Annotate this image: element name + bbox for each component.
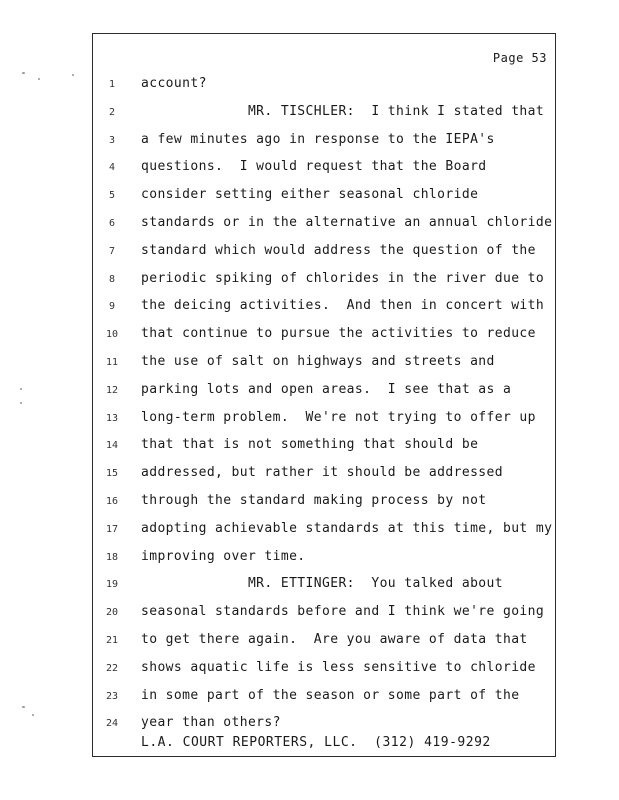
line-text: the deicing activities. And then in concert with xyxy=(141,298,545,314)
transcript-line xyxy=(93,382,555,402)
line-number: 5 xyxy=(108,190,116,202)
scan-speck xyxy=(20,402,22,404)
transcript-line xyxy=(93,354,555,374)
line-text: the use of salt on highways and streets and xyxy=(141,354,495,369)
line-text: through the standard making process by not xyxy=(141,493,487,508)
line-text: periodic spiking of chlorides in the river due to xyxy=(141,270,545,286)
line-text: parking lots and open areas. I see that as a xyxy=(141,381,512,397)
line-text: a few minutes ago in response to the IEPA's xyxy=(141,131,495,147)
transcript-line xyxy=(93,326,555,346)
transcript-line xyxy=(93,215,555,235)
transcript-line xyxy=(93,604,555,624)
line-text: that that is not something that should be xyxy=(141,437,479,453)
line-text: addressed, but rather it should be addressed xyxy=(141,465,503,481)
line-number: 6 xyxy=(108,218,116,229)
transcript-line xyxy=(93,298,555,318)
line-number: 3 xyxy=(108,134,116,146)
line-number: 23 xyxy=(105,690,119,702)
line-number: 24 xyxy=(105,718,119,730)
line-number: 12 xyxy=(105,384,119,396)
line-number: 20 xyxy=(105,607,119,619)
line-text: year than others? xyxy=(141,715,281,731)
line-text: shows aquatic life is less sensitive to chloride xyxy=(141,659,536,675)
scan-speck xyxy=(22,706,25,708)
transcript-line xyxy=(93,187,555,207)
line-number: 18 xyxy=(105,551,119,563)
scan-speck xyxy=(32,714,34,716)
transcript-line xyxy=(93,76,555,96)
line-text: standard which would address the question of the xyxy=(141,242,536,258)
transcript-line xyxy=(93,271,555,291)
line-text: account? xyxy=(141,76,207,91)
transcript-line xyxy=(93,549,555,569)
line-number: 15 xyxy=(105,468,119,480)
transcript-line xyxy=(93,132,555,152)
transcript-line xyxy=(93,632,555,652)
transcript-line xyxy=(93,715,555,735)
line-number: 9 xyxy=(108,301,116,313)
transcript-line xyxy=(93,688,555,708)
transcript-line xyxy=(93,465,555,485)
transcript-line xyxy=(93,576,555,596)
scan-speck xyxy=(22,72,25,74)
page-footer: L.A. COURT REPORTERS, LLC. (312) 419-9292 xyxy=(141,735,491,750)
line-text: long-term problem. We're not trying to offer up xyxy=(141,409,536,425)
line-number: 22 xyxy=(105,662,119,674)
line-number: 2 xyxy=(108,106,116,118)
transcript-line xyxy=(93,521,555,541)
scan-speck xyxy=(20,388,22,390)
transcript-line xyxy=(93,104,555,124)
line-number: 21 xyxy=(105,635,119,646)
transcript-page xyxy=(92,33,556,757)
line-text: MR. TISCHLER: I think I stated that xyxy=(141,103,545,119)
transcript-line xyxy=(93,437,555,457)
line-text: standards or in the alternative an annual chloride xyxy=(141,215,553,230)
line-number: 4 xyxy=(108,162,116,174)
transcript-lines xyxy=(93,34,555,756)
line-number: 13 xyxy=(105,412,119,424)
line-number: 1 xyxy=(108,79,116,90)
line-text: MR. ETTINGER: You talked about xyxy=(141,576,503,592)
line-text: consider setting either seasonal chloride xyxy=(141,187,479,203)
line-number: 7 xyxy=(108,245,116,257)
line-number: 19 xyxy=(105,579,119,591)
line-number: 8 xyxy=(108,273,116,285)
line-number: 14 xyxy=(105,440,119,452)
line-text: improving over time. xyxy=(141,548,306,564)
line-text: seasonal standards before and I think we're going xyxy=(141,604,545,620)
line-number: 10 xyxy=(105,329,119,341)
scan-speck xyxy=(72,74,74,76)
scan-speck xyxy=(38,78,40,80)
line-text: questions. I would request that the Board xyxy=(141,159,487,175)
line-number: 17 xyxy=(105,523,119,535)
transcript-line xyxy=(93,243,555,263)
line-text: that continue to pursue the activities to reduce xyxy=(141,326,536,342)
line-text: to get there again. Are you aware of data that xyxy=(141,632,528,647)
line-number: 16 xyxy=(105,496,119,507)
line-text: adopting achievable standards at this time, but my xyxy=(141,520,553,536)
transcript-line xyxy=(93,159,555,179)
transcript-line xyxy=(93,660,555,680)
page-number: Page 53 xyxy=(492,51,547,65)
line-text: in some part of the season or some part of the xyxy=(141,687,520,703)
line-number: 11 xyxy=(105,357,119,368)
transcript-line xyxy=(93,410,555,430)
transcript-line xyxy=(93,493,555,513)
